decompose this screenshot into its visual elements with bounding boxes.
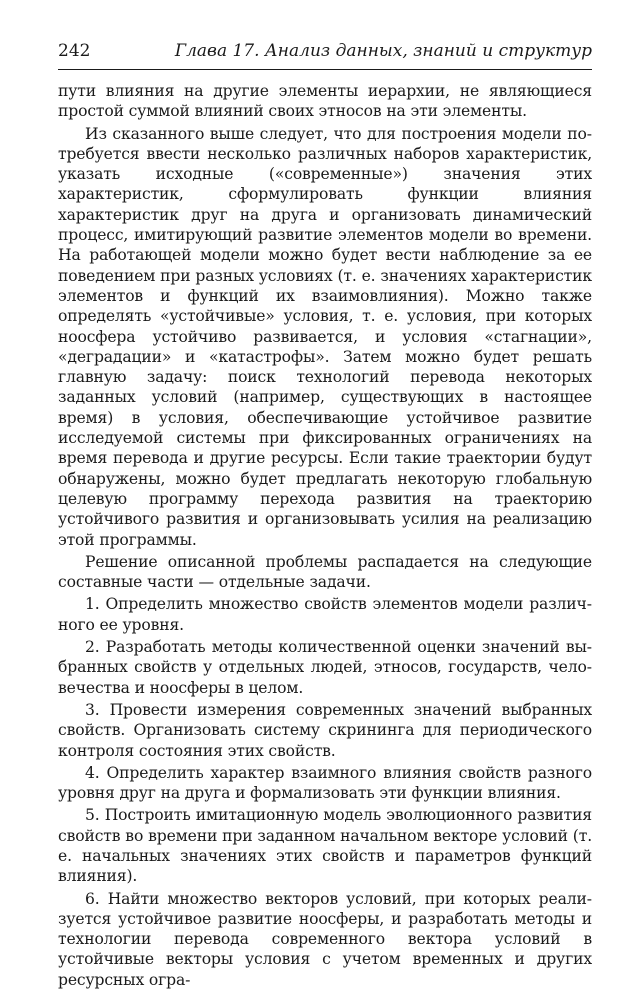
chapter-title: Глава 17. Анализ данных, знаний и структур — [174, 41, 592, 61]
paragraph: Решение описанной проблемы распадается на следующие составные части — отдельные задачи. — [58, 552, 592, 592]
body-text — [58, 81, 592, 990]
list-item-6: 6. Найти множество векторов условий, при которых реализуется устойчивое развитие ноосферы, и разработать методы и технологии перевода современного вектора условий в устойчивые векторы условия с учетом временных и других ресурсных огра- — [58, 889, 592, 989]
list-item-2: 2. Разработать методы количественной оценки значений выбранных свойств у отдельных людей, этносов, государств, человечества и ноосферы в целом. — [58, 638, 592, 697]
page-number: 242 — [58, 41, 91, 61]
running-head — [58, 40, 592, 70]
list-item-1: 1. Определить множество свойств элементов модели различного ее уровня. — [58, 595, 592, 634]
paragraph: Из сказанного выше следует, что для построения модели потребуется ввести несколько различных наборов характеристик, указать исходные («современные») значения этих характеристик, сформулировать функции влияния характеристик друг на друга и организовать динамический процесс, имитирующий развитие элементов модели во времени. На работающей модели можно будет вести наблюдение за ее поведением при разных условиях (т. е. значениях характеристик элементов и функций их взаимовлияния). Можно также определять «устойчивые» условия, т. е. условия, при которых ноосфера устойчиво развивается, и условия «стагнации», «деградации» и «катастрофы». Затем можно будет решать главную задачу: поиск технологий перевода некоторых заданных условий (например, существующих в настоящее время) в условия, обеспечивающие устойчивое развитие исследуемой системы при фиксированных ограничениях на время перевода и другие ресурсы. Если такие траектории будут обнаружены, можно будет предлагать некоторую глобальную целевую программу перехода развития на траекторию устойчивого развития и организовывать усилия на реализацию этой программы. — [58, 124, 592, 549]
paragraph-continuation: пути влияния на другие элементы иерархии, не являющиеся простой суммой влияний своих этносов на эти элементы. — [58, 82, 592, 121]
list-item-5: 5. Построить имитационную модель эволюционного развития свойств во времени при заданном начальном векторе условий (т. е. начальных значениях этих свойств и параметров функций влияния). — [58, 806, 592, 886]
list-item-3: 3. Провести измерения современных значений выбранных свойств. Организовать систему скрининга для периодического контроля состояния этих свойств. — [58, 700, 592, 760]
page — [58, 40, 592, 990]
list-item-4: 4. Определить характер взаимного влияния свойств разного уровня друг на друга и формализовать эти функции влияния. — [58, 763, 592, 803]
